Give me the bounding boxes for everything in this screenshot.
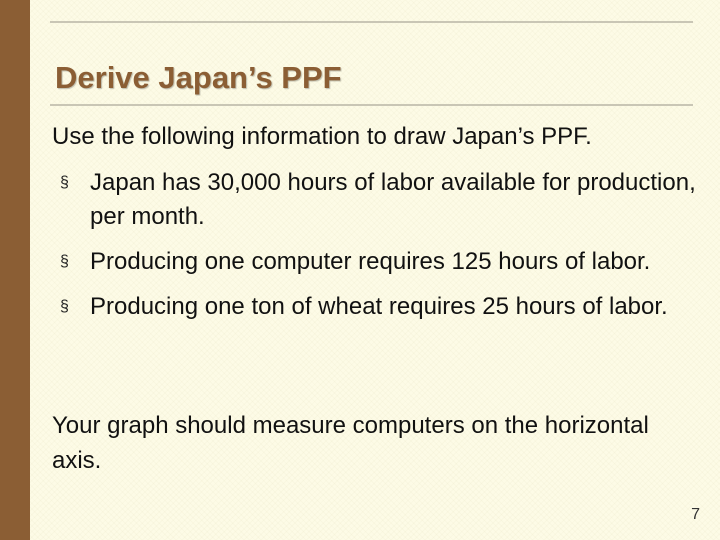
top-rule (50, 21, 693, 23)
bullet-icon: § (60, 298, 69, 315)
closing-instruction: Your graph should measure computers on the horizontal axis. (52, 412, 649, 474)
bullet-item-labor-hours (60, 166, 700, 234)
title-underline-rule (50, 104, 693, 106)
slide-title: Derive Japan’s PPF (55, 60, 342, 95)
bullet-item-computer-hours (60, 245, 700, 279)
intro-text: Use the following information to draw Japan’s PPF. (52, 123, 592, 150)
bullet-item-wheat-hours (60, 290, 700, 324)
bullet-text: Producing one computer requires 125 hours of labor. (90, 248, 651, 275)
page-number: 7 (691, 506, 700, 523)
bullet-icon: § (60, 253, 69, 270)
bullet-text: Producing one ton of wheat requires 25 hours of labor. (90, 293, 668, 320)
bullet-text: Japan has 30,000 hours of labor available for production, per month. (90, 169, 696, 230)
left-accent-bar (0, 0, 30, 540)
bullet-icon: § (60, 174, 69, 191)
bullet-list (60, 166, 700, 335)
